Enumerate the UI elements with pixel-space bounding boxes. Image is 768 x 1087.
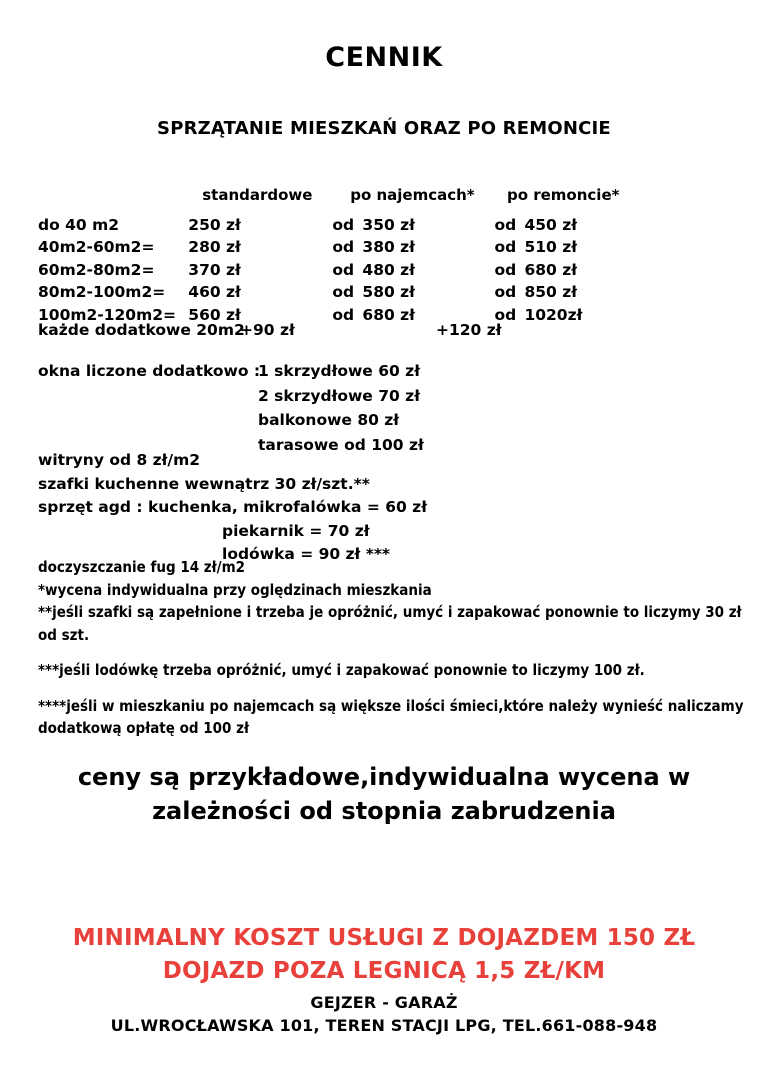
price-prefix: od: [494, 216, 517, 234]
price-prefix: od: [332, 283, 355, 302]
row-after-renovation-price: [494, 259, 638, 281]
travel-cost-line: DOJAZD POZA LEGNICĄ 1,5 ZŁ/KM: [162, 958, 606, 984]
row-size-label: 100m2-120m2=: [38, 305, 177, 324]
footnote-three: ***jeśli lodówkę trzeba opróżnić, umyć i zapakować ponownie to liczymy 100 zł.: [38, 661, 645, 679]
row-standard-price: 370 zł: [188, 260, 241, 279]
footnote-two: **jeśli szafki są zapełnione i trzeba je opróżnić, umyć i zapakować ponownie to liczymy 30 zł od szt.: [38, 603, 742, 644]
column-header-after-renovation: po remoncie*: [506, 186, 620, 204]
row-after-renovation-price: [494, 236, 638, 258]
extra-area-row: [38, 320, 638, 341]
windows-item-1: 2 skrzydłowe 70 zł: [258, 386, 420, 405]
windows-item-2: balkonowe 80 zł: [258, 411, 400, 429]
service-appliance-fridge: lodówka = 90 zł ***: [222, 545, 391, 563]
row-after-tenants-price: [332, 214, 494, 236]
row-standard-price: 250 zł: [188, 216, 241, 234]
row-after-tenants-price: [332, 259, 494, 281]
column-header-standard: standardowe: [202, 186, 313, 204]
service-appliances-heading: sprzęt agd : kuchenka, mikrofalówka = 60 zł: [38, 498, 427, 516]
row-size-label: do 40 m2: [38, 216, 120, 234]
page-subtitle: SPRZĄTANIE MIESZKAŃ ORAZ PO REMONCIE: [157, 118, 611, 139]
price-amount: 380 zł: [362, 238, 415, 257]
table-row: [38, 214, 638, 236]
price-prefix: od: [494, 260, 517, 279]
row-after-renovation-price: [494, 281, 638, 303]
column-header-size: [38, 184, 188, 214]
row-standard-price: 280 zł: [188, 238, 241, 257]
price-amount: 680 zł: [362, 305, 415, 324]
pricing-disclaimer: [0, 760, 768, 828]
service-kitchen-cabinets: szafki kuchenne wewnątrz 30 zł/szt.**: [38, 474, 370, 493]
windows-item-row: [38, 384, 658, 409]
price-amount: 350 zł: [362, 216, 415, 234]
price-prefix: od: [494, 283, 517, 302]
price-prefix: od: [332, 305, 355, 324]
extra-area-renovation: +120 zł: [436, 321, 502, 339]
price-table-header: [38, 184, 638, 214]
price-prefix: od: [332, 238, 355, 257]
page-title: CENNIK: [325, 42, 443, 73]
row-after-renovation-price: [494, 214, 638, 236]
footnote-one: *wycena indywidualna przy oględzinach mieszkania: [38, 580, 432, 599]
company-address: UL.WROCŁAWSKA 101, TEREN STACJI LPG, TEL.661-088-948: [110, 1016, 658, 1035]
column-header-after-tenants: po najemcach*: [350, 186, 475, 204]
windows-item-0: 1 skrzydłowe 60 zł: [258, 362, 420, 380]
minimum-cost-line: MINIMALNY KOSZT USŁUGI Z DOJAZDEM 150 ZŁ: [72, 925, 696, 951]
company-name: GEJZER - GARAŻ: [310, 993, 458, 1012]
price-amount: 480 zł: [362, 260, 415, 279]
price-amount: 510 zł: [524, 238, 577, 257]
extra-area-standard: +90 zł: [240, 321, 295, 339]
windows-first-line: [38, 359, 658, 384]
price-prefix: od: [494, 305, 517, 324]
table-row: [38, 281, 638, 303]
footnote-four: ****jeśli w mieszkaniu po najemcach są większe ilości śmieci,które należy wynieść naliczamy dodatkową opłatę od 100 zł: [38, 696, 744, 737]
disclaimer-line-1: ceny są przykładowe,indywidualna wycena w: [77, 763, 691, 791]
table-header-row: [38, 184, 638, 214]
services-section: [38, 449, 698, 567]
row-standard-price: 460 zł: [188, 283, 241, 302]
price-amount: 1020zł: [524, 305, 583, 324]
windows-section: [38, 359, 658, 457]
price-amount: 680 zł: [524, 260, 577, 279]
windows-heading: okna liczone dodatkowo :: [38, 362, 261, 380]
footnotes-section: [38, 556, 744, 740]
service-shop-windows: witryny od 8 zł/m2: [38, 451, 201, 469]
price-table-body: [38, 214, 638, 326]
table-row: [38, 236, 638, 258]
price-amount: 450 zł: [524, 216, 577, 234]
price-prefix: od: [332, 260, 355, 279]
minimum-cost-notice: [0, 922, 768, 988]
table-row: [38, 259, 638, 281]
contact-info: [0, 991, 768, 1037]
service-appliance-oven: piekarnik = 70 zł: [222, 521, 370, 540]
price-amount: 850 zł: [524, 283, 577, 302]
windows-item-3: tarasowe od 100 zł: [258, 435, 424, 454]
row-size-label: 40m2-60m2=: [38, 238, 155, 257]
disclaimer-line-2: zależności od stopnia zabrudzenia: [152, 797, 616, 825]
price-amount: 580 zł: [362, 283, 415, 302]
price-prefix: od: [332, 216, 355, 234]
row-size-label: 80m2-100m2=: [38, 283, 166, 302]
price-table: [38, 184, 638, 326]
windows-item-row: [38, 408, 658, 433]
row-size-label: 60m2-80m2=: [38, 260, 155, 279]
row-after-tenants-price: [332, 236, 494, 258]
row-standard-price: 560 zł: [188, 305, 241, 324]
extra-area-label: każde dodatkowe 20m2: [38, 321, 245, 339]
price-prefix: od: [494, 238, 517, 257]
service-grout: doczyszczanie fug 14 zł/m2: [38, 558, 246, 576]
row-after-tenants-price: [332, 281, 494, 303]
